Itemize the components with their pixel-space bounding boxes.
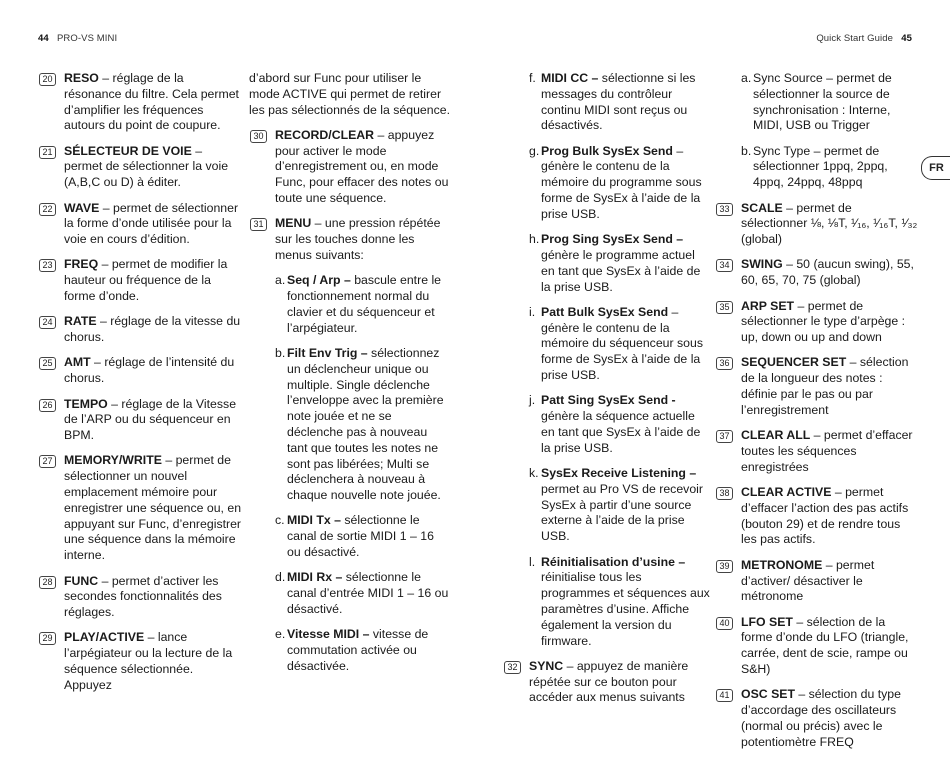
control-description: – sélection du type d’accordage des oscillateurs (normal ou précis) avec le potentiomètre FREQ — [741, 687, 901, 749]
control-item — [38, 144, 243, 191]
control-number-badge: 25 — [39, 357, 56, 370]
subitem-title: Patt Sing SysEx Send - — [541, 393, 676, 408]
menu-subitem — [715, 144, 919, 191]
subitem-description: génère le programme actuel en tant que SysEx à l’aide de la prise USB. — [541, 247, 701, 294]
control-item — [715, 299, 919, 346]
control-item — [249, 128, 451, 207]
control-number-badge: 23 — [39, 259, 56, 272]
control-item — [715, 201, 919, 248]
column-2 — [249, 71, 451, 684]
control-item — [715, 615, 919, 678]
control-number-badge: 41 — [716, 689, 733, 702]
control-description: – une pression répétée sur les touches donne les menus suivants: — [275, 216, 441, 262]
left-header-title: PRO-VS MINI — [57, 33, 118, 44]
control-title: TEMPO — [64, 396, 108, 411]
menu-subitem — [249, 346, 451, 504]
menu-subitem — [503, 466, 710, 545]
control-title: SÉLECTEUR DE VOIE — [64, 143, 192, 158]
subitem-title: MIDI Tx – — [287, 513, 341, 528]
subitem-description: sélectionne le canal d’entrée MIDI 1 – 16 ou désactivé. — [287, 570, 449, 616]
column-1 — [38, 71, 243, 703]
subitem-description: bascule entre le fonctionnement normal du clavier et du séquenceur et l’arpégiateur. — [287, 273, 442, 335]
control-description: – réglage de l’intensité du chorus. — [64, 355, 235, 386]
control-title: CLEAR ACTIVE — [741, 485, 832, 500]
control-item — [715, 485, 919, 548]
control-number-badge: 37 — [716, 430, 733, 443]
control-description: – réglage de la Vitesse de l’ARP ou du séquenceur en BPM. — [64, 396, 237, 443]
subitem-title: SysEx Receive Listening – — [541, 466, 697, 481]
control-number-badge: 20 — [39, 73, 56, 86]
subitem-letter: h. — [529, 232, 540, 247]
control-number-badge: 26 — [39, 399, 56, 412]
subitem-title: MIDI CC – — [541, 71, 599, 85]
subitem-letter: a. — [741, 71, 752, 85]
control-title: RECORD/CLEAR — [275, 127, 375, 142]
control-item — [249, 216, 451, 263]
control-description: – sélection de la longueur des notes : définie par le pas ou par l’enregistrement — [741, 355, 909, 417]
sync-subitems — [715, 71, 919, 191]
control-description: – appuyez pour activer le mode d’enregistrement ou, en mode Func, pour effacer des notes ou toute une séquence. — [275, 127, 449, 206]
subitem-letter: f. — [529, 71, 536, 85]
control-title: SEQUENCER SET — [741, 355, 847, 370]
control-title: SWING — [741, 257, 783, 272]
control-description: – sélection de la forme d’onde du LFO (triangle, carrée, dent de scie, rampe ou S&H) — [741, 614, 909, 676]
menu-subitems — [249, 273, 451, 674]
control-description: – permet de sélectionner ⅛, ⅛T, ¹⁄₁₆, ¹⁄₁₆T, ¹⁄₃₂ (global) — [741, 200, 918, 247]
subitem-letter: c. — [275, 513, 285, 528]
subitem-letter: d. — [275, 570, 286, 585]
column-3-items — [503, 659, 710, 706]
control-number-badge: 34 — [716, 259, 733, 272]
subitem-letter: b. — [275, 345, 286, 360]
control-description: – permet de modifier la hauteur ou fréquence de la forme d’onde. — [64, 257, 228, 304]
subitem-description: permet au Pro VS de recevoir SysEx à partir d’une source externe à l’aide de la prise USB. — [541, 481, 703, 544]
column-2-items — [249, 128, 451, 264]
control-item — [38, 397, 243, 444]
control-title: MEMORY/WRITE — [64, 453, 162, 468]
control-title: SCALE — [741, 200, 783, 215]
control-title: FUNC — [64, 573, 99, 588]
right-page-number: 45 — [901, 33, 912, 44]
control-number-badge: 36 — [716, 357, 733, 370]
control-item — [38, 574, 243, 621]
continued-text: d’abord sur Func pour utiliser le mode ACTIVE qui permet de retirer les pas sélectionnés de la séquence. — [249, 71, 450, 117]
control-item — [715, 558, 919, 605]
subitem-description: Sync Source – permet de sélectionner la source de synchronisation : Interne, MIDI, USB ou Trigger — [753, 71, 892, 133]
control-number-badge: 31 — [250, 218, 267, 231]
control-number-badge: 27 — [39, 455, 56, 468]
control-title: FREQ — [64, 257, 99, 272]
language-tab: FR — [921, 156, 950, 180]
left-page-number: 44 — [38, 33, 49, 44]
control-title: AMT — [64, 355, 91, 370]
subitem-title: Prog Sing SysEx Send – — [541, 232, 684, 247]
subitem-description: sélectionne si les messages du contrôleur continu MIDI sont reçus ou désactivés. — [541, 71, 696, 133]
control-number-badge: 22 — [39, 203, 56, 216]
control-number-badge: 38 — [716, 487, 733, 500]
control-item — [38, 314, 243, 346]
subitem-letter: l. — [529, 554, 536, 569]
control-description: – réglage de la résonance du filtre. Cela permet d’amplifier les fréquences autours du point de coupure. — [64, 71, 239, 133]
subitem-title: Prog Bulk SysEx Send — [541, 143, 673, 158]
control-title: SYNC — [529, 658, 564, 673]
control-item — [38, 71, 243, 134]
control-number-badge: 33 — [716, 203, 733, 216]
control-title: METRONOME — [741, 557, 823, 572]
control-title: PLAY/ACTIVE — [64, 630, 145, 645]
control-number-badge: 30 — [250, 130, 267, 143]
control-number-badge: 39 — [716, 560, 733, 573]
control-item — [503, 659, 710, 706]
right-page-header — [816, 33, 912, 44]
subitem-title: Patt Bulk SysEx Send — [541, 304, 669, 319]
menu-subitem — [503, 555, 710, 650]
control-item — [715, 355, 919, 418]
menu-subitem — [249, 513, 451, 560]
control-description: – permet de sélectionner la forme d’onde utilisée pour la voie en cours d’édition. — [64, 200, 239, 247]
subitem-description: – génère le contenu de la mémoire du programme sous forme de SysEx à l’aide de la prise USB. — [541, 143, 702, 221]
control-title: CLEAR ALL — [741, 428, 811, 443]
column-4 — [715, 71, 919, 760]
menu-subitem — [503, 232, 710, 295]
control-description: – permet d’activer/ désactiver le métronome — [741, 557, 875, 604]
column-3 — [503, 71, 710, 716]
control-title: OSC SET — [741, 687, 795, 702]
subitem-letter: k. — [529, 466, 539, 481]
subitem-letter: e. — [275, 627, 286, 642]
control-item — [38, 257, 243, 304]
control-description: – permet d’activer les secondes fonctionnalités des réglages. — [64, 573, 222, 620]
subitem-letter: g. — [529, 143, 540, 158]
control-description: – lance l’arpégiateur ou la lecture de la séquence sélectionnée. Appuyez — [64, 630, 233, 692]
menu-subitem — [503, 71, 710, 134]
subitem-description: Sync Type – permet de sélectionner 1ppq, 2ppq, 4ppq, 24ppq, 48ppq — [753, 143, 888, 190]
subitem-description: – génère le contenu de la mémoire du séquenceur sous forme de SysEx à l’aide de la prise USB. — [541, 304, 703, 383]
menu-subitem — [503, 305, 710, 384]
control-item — [715, 687, 919, 750]
menu-subitem — [249, 273, 451, 336]
control-description: – appuyez de manière répétée sur ce bouton pour accéder aux menus suivants — [529, 658, 689, 705]
subitem-description: vitesse de commutation activée ou désactivée. — [287, 627, 429, 673]
control-number-badge: 40 — [716, 617, 733, 630]
subitem-letter: a. — [275, 273, 286, 288]
control-number-badge: 29 — [39, 632, 56, 645]
control-number-badge: 32 — [504, 661, 521, 674]
control-title: ARP SET — [741, 298, 795, 313]
control-number-badge: 28 — [39, 576, 56, 589]
control-description: – permet d’effacer l’action des pas actifs (bouton 29) et de rendre tous les pas actifs. — [741, 485, 909, 547]
menu-subitem — [503, 393, 710, 456]
subitem-title: Filt Env Trig – — [287, 345, 368, 360]
control-item — [715, 257, 919, 289]
subitem-letter: j. — [529, 393, 536, 408]
control-item — [715, 428, 919, 475]
subitem-letter: b. — [741, 143, 752, 158]
control-description: – permet d’effacer toutes les séquences enregistrées — [741, 428, 913, 474]
control-description: – permet de sélectionner un nouvel emplacement mémoire pour enregistrer une séquence ou, en appuyant sur Func, d’enregistrer une séquence dans la mémoire interne. — [64, 453, 242, 563]
control-number-badge: 21 — [39, 146, 56, 159]
subitem-letter: i. — [529, 304, 536, 319]
control-title: MENU — [275, 216, 312, 231]
control-item — [38, 453, 243, 564]
control-item — [38, 201, 243, 248]
control-description: – permet de sélectionner le type d’arpège : up, down ou up and down — [741, 298, 906, 345]
menu-subitem — [249, 570, 451, 617]
control-title: WAVE — [64, 200, 100, 215]
subitem-description: sélectionnez un déclencheur unique ou multiple. Single déclenche l’enveloppe avec la première note jouée et ne se déclenche pas à nouveau tant que toutes les notes ne sont pas libérées; Multi se déclenchera à nouveau à chaque nouvelle note jouée. — [287, 345, 444, 503]
column-4-items — [715, 201, 919, 751]
control-description: – 50 (aucun swing), 55, 60, 65, 70, 75 (global) — [741, 257, 914, 288]
menu-subitem — [249, 627, 451, 674]
control-description: – réglage de la vitesse du chorus. — [64, 314, 241, 345]
right-header-title: Quick Start Guide — [816, 33, 893, 44]
menu-subitem — [715, 71, 919, 134]
control-item — [38, 630, 243, 693]
menu-subitems-continued — [503, 71, 710, 649]
subitem-description: réinitialise tous les programmes et séquences aux paramètres d’usine. Affiche également la version du firmware. — [541, 570, 710, 648]
control-item — [38, 355, 243, 387]
control-title: RESO — [64, 71, 99, 85]
control-title: LFO SET — [741, 614, 793, 629]
control-number-badge: 24 — [39, 316, 56, 329]
left-page-header — [38, 33, 117, 44]
subitem-title: Vitesse MIDI – — [287, 627, 370, 642]
control-title: RATE — [64, 314, 97, 329]
control-number-badge: 35 — [716, 301, 733, 314]
subitem-description: génère la séquence actuelle en tant que SysEx à l’aide de la prise USB. — [541, 409, 701, 455]
subitem-title: Réinitialisation d’usine – — [541, 554, 686, 569]
subitem-description: sélectionne le canal de sortie MIDI 1 – 16 ou désactivé. — [287, 513, 434, 560]
menu-subitem — [503, 144, 710, 223]
control-description: – permet de sélectionner la voie (A,B,C ou D) à éditer. — [64, 143, 229, 190]
subitem-title: MIDI Rx – — [287, 570, 343, 585]
subitem-title: Seq / Arp – — [287, 273, 351, 288]
